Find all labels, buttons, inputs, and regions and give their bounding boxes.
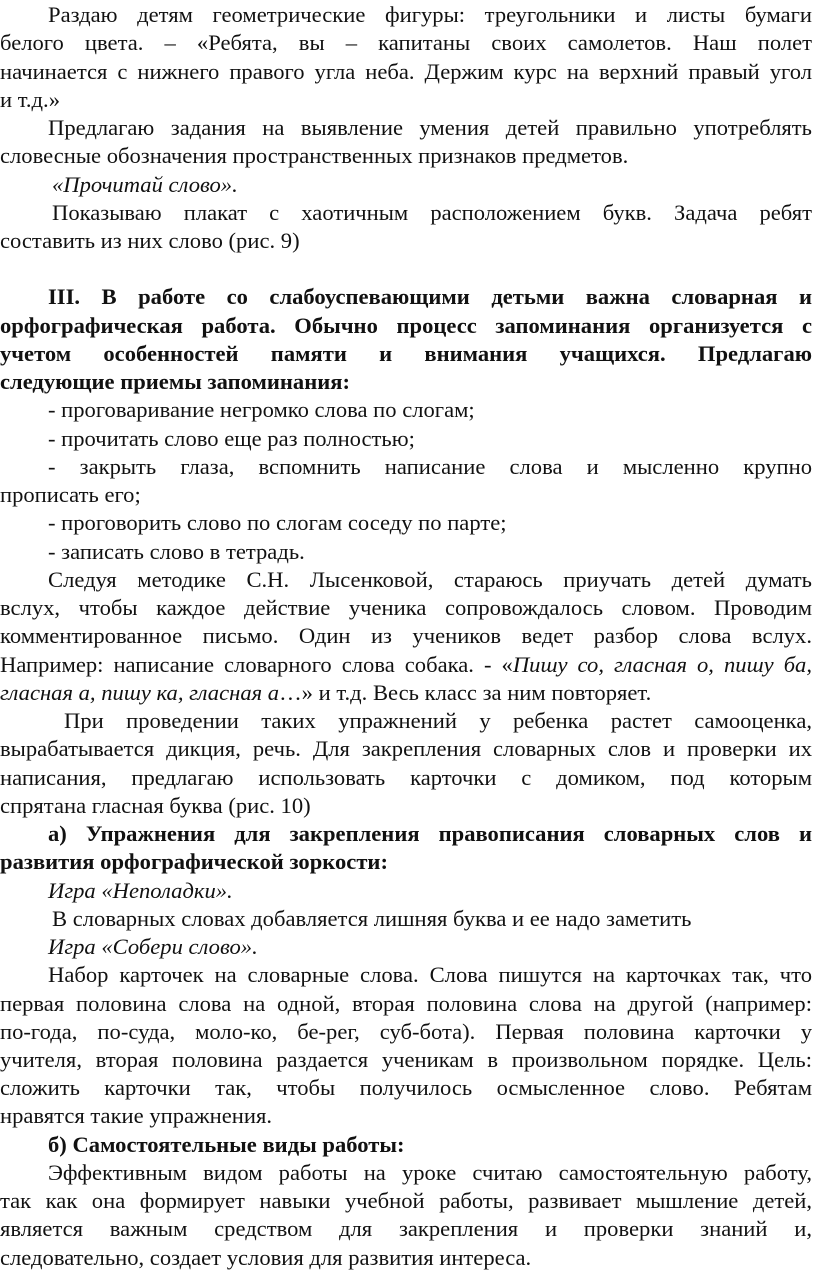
text-line <box>0 57 812 87</box>
text-line <box>48 932 812 962</box>
text-run: и т.д.» <box>0 86 61 112</box>
text-run: так как она формирует навыки учебной работы, развивает мышление детей, <box>0 1188 812 1214</box>
text-line <box>48 452 812 482</box>
text-run: Предлагаю задания на выявление умения детей правильно употреблять <box>48 115 812 141</box>
text-run: …» и т.д. Весь класс за ним повторяет. <box>279 679 652 705</box>
text-line <box>0 367 812 397</box>
text-line <box>0 763 812 793</box>
text-run: Следуя методике С.Н. Лысенковой, стараюсь приучать детей думать <box>48 566 812 592</box>
text-line <box>0 734 812 764</box>
text-run: В словарных словах добавляется лишняя буква и ее надо заметить <box>52 905 692 931</box>
text-run: учителя, вторая половина раздается ученикам в произвольном порядке. Цель: <box>0 1046 812 1072</box>
text-run: орфографическая работа. Обычно процесс запоминания организуется с <box>0 312 812 338</box>
text-run: - записать слово в тетрадь. <box>48 538 305 564</box>
text-line <box>48 565 812 595</box>
text-line <box>0 1017 812 1047</box>
text-run: Эффективным видом работы на уроке считаю самостоятельную работу, <box>48 1159 812 1185</box>
text-line <box>0 621 812 651</box>
text-line <box>0 85 812 115</box>
text-run: а) Упражнения для закрепления правописания словарных слов и <box>48 821 812 847</box>
text-run: - проговорить слово по слогам соседу по парте; <box>48 510 507 536</box>
text-line <box>0 480 812 510</box>
text-line <box>0 989 812 1019</box>
text-run: При проведении таких упражнений у ребенка растет самооценка, <box>64 708 812 734</box>
text-run: первая половина слова на одной, вторая половина слова на другой (например: <box>0 990 812 1016</box>
text-line <box>0 847 812 877</box>
text-line <box>48 1158 812 1188</box>
text-line <box>48 395 812 425</box>
text-line <box>48 508 812 538</box>
italic-text: гласная а, пишу ка, гласная а <box>0 679 280 705</box>
italic-text: Пишу со, гласная о, пишу ба, <box>512 651 812 677</box>
text-line <box>0 141 812 171</box>
text-line <box>52 170 812 200</box>
text-run: нравятся такие упражнения. <box>0 1103 272 1129</box>
text-run: словесные обозначения пространственных признаков предметов. <box>0 143 629 169</box>
italic-text: «Прочитай слово». <box>52 171 238 197</box>
text-line <box>48 960 812 990</box>
text-run: спрятана гласная буква (рис. 10) <box>0 792 311 818</box>
text-line <box>0 311 812 341</box>
text-run: б) Самостоятельные виды работы: <box>48 1131 405 1157</box>
text-line <box>0 1101 812 1131</box>
text-line <box>52 904 812 934</box>
text-run: - прочитать слово еще раз полностью; <box>48 425 415 451</box>
text-line <box>0 28 812 58</box>
text-line <box>64 706 812 736</box>
text-run: по-года, по-суда, моло-ко, бе-рег, суб-бота). Первая половина карточки у <box>0 1018 812 1044</box>
text-run: начинается с нижнего правого угла неба. Держим курс на верхний правый угол <box>0 58 812 84</box>
text-line <box>52 198 812 228</box>
italic-text: Игра «Собери слово». <box>48 934 258 960</box>
text-line <box>0 339 812 369</box>
text-line <box>0 1186 812 1216</box>
text-run: Показываю плакат с хаотичным расположением букв. Задача ребят <box>52 199 812 225</box>
text-run: написания, предлагаю использовать карточки с домиком, под которым <box>0 764 812 790</box>
text-run: белого цвета. – «Ребята, вы – капитаны своих самолетов. Наш полет <box>0 30 812 56</box>
text-run: - закрыть глаза, вспомнить написание слова и мысленно крупно <box>48 453 812 479</box>
text-line <box>0 1073 812 1103</box>
text-run: Набор карточек на словарные слова. Слова пишутся на карточках так, что <box>48 962 812 988</box>
text-run: составить из них слово (рис. 9) <box>0 227 300 253</box>
text-run: учетом особенностей памяти и внимания учащихся. Предлагаю <box>0 340 812 366</box>
text-line <box>48 876 812 906</box>
italic-text: Игра «Неполадки». <box>48 877 233 903</box>
text-line <box>0 1243 812 1273</box>
text-line <box>0 1045 812 1075</box>
text-line <box>0 650 812 680</box>
text-run: является важным средством для закрепления и проверки знаний и, <box>0 1216 812 1242</box>
text-run: развития орфографической зоркости: <box>0 849 388 875</box>
text-line <box>48 282 812 312</box>
text-run: вырабатывается дикция, речь. Для закрепления словарных слов и проверки их <box>0 736 812 762</box>
text-run: Раздаю детям геометрические фигуры: треугольники и листы бумаги <box>48 2 812 28</box>
text-line <box>48 424 812 454</box>
text-line <box>0 1214 812 1244</box>
text-run: прописать его; <box>0 482 141 508</box>
text-run: Например: написание словарного слова собака. - « <box>0 651 513 677</box>
text-line <box>48 819 812 849</box>
text-line <box>48 1130 812 1160</box>
text-run: - проговаривание негромко слова по слогам; <box>48 397 475 423</box>
text-run: сложить карточки так, чтобы получилось осмысленное слово. Ребятам <box>0 1075 812 1101</box>
text-line <box>0 593 812 623</box>
text-line <box>48 0 812 30</box>
text-line <box>0 678 812 708</box>
text-line <box>48 537 812 567</box>
text-line <box>48 113 812 143</box>
text-line <box>0 791 812 821</box>
text-line <box>0 226 812 256</box>
text-run: вслух, чтобы каждое действие ученика сопровождалось словом. Проводим <box>0 595 812 621</box>
text-run: следовательно, создает условия для развития интереса. <box>0 1244 532 1270</box>
text-run: комментированное письмо. Один из учеников ведет разбор слова вслух. <box>0 623 812 649</box>
text-run: III. В работе со слабоуспевающими детьми важна словарная и <box>48 284 812 310</box>
text-run: следующие приемы запоминания: <box>0 369 350 395</box>
